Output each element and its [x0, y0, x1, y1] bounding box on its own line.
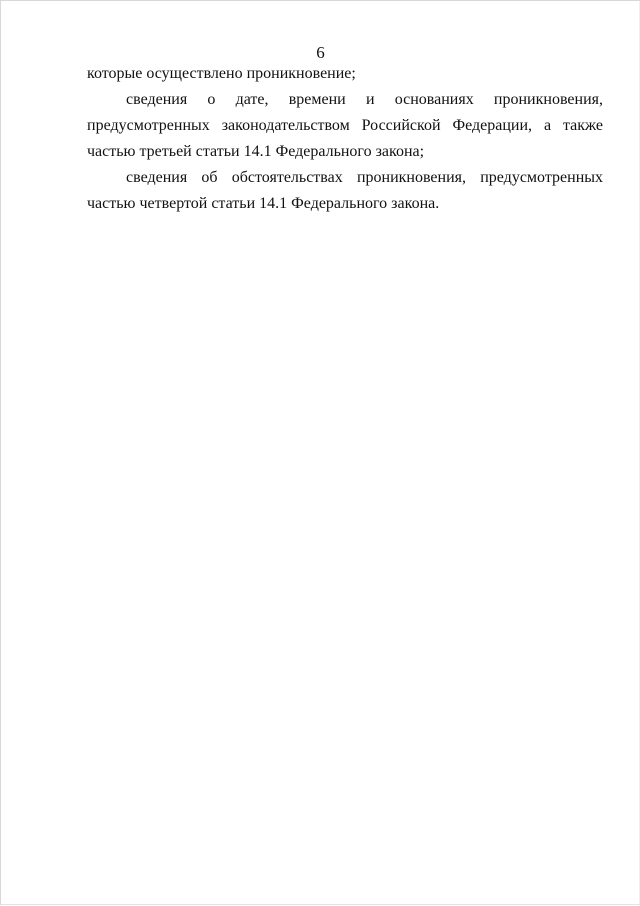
paragraph-date-time-grounds: сведения о дате, времени и основаниях проникновения, предусмотренных законодательством Российской Федерации, а также частью третьей статьи 14.1 Федерального закона;: [87, 91, 603, 160]
document-body: [87, 61, 603, 217]
paragraph-continuation: которые осуществлено проникновение;: [87, 65, 356, 82]
paragraph-circumstances: сведения об обстоятельствах проникновения, предусмотренных частью четвертой статьи 14.1 Федерального закона.: [87, 169, 603, 212]
page-number: 6: [316, 43, 325, 62]
